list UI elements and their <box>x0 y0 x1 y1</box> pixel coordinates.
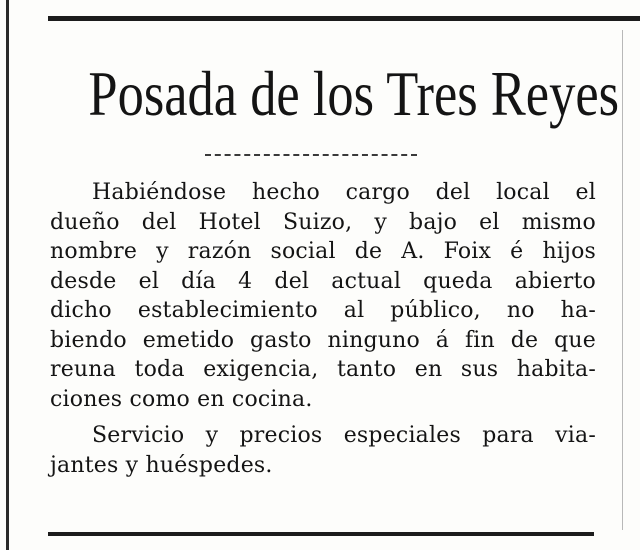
column-rule-right <box>622 30 623 530</box>
paragraph-line: ciones como en cocina. <box>50 386 313 412</box>
paragraph-line: dueño del Hotel Suizo, y bajo el mismo <box>50 209 596 235</box>
paragraph-line: desde el día 4 del actual queda abierto <box>50 268 596 294</box>
top-border-rule <box>48 16 640 21</box>
paragraph-line: Habiéndose hecho cargo del local el <box>92 180 596 205</box>
paragraph-1 <box>50 178 596 414</box>
paragraph-line: nombre y razón social de A. Foix é hijos <box>50 239 596 264</box>
paragraph-line: dicho establecimiento al público, no ha- <box>50 298 596 323</box>
paragraph-2 <box>50 421 596 480</box>
paragraph-line: reuna toda exigencia, tanto en sus habita- <box>50 357 596 382</box>
paragraph-spacer <box>50 414 596 421</box>
paragraph-line: biendo emetido gasto ninguno á fin de que <box>50 327 596 353</box>
advert-title: Posada de los Tres Reyes <box>88 58 620 129</box>
bottom-border-rule <box>48 532 594 536</box>
advert-body <box>50 178 596 480</box>
column-rule-left <box>6 0 9 550</box>
paragraph-line: jantes y huéspedes. <box>50 452 273 478</box>
paragraph-line: Servicio y precios especiales para via- <box>92 423 596 448</box>
title-divider <box>205 154 417 156</box>
